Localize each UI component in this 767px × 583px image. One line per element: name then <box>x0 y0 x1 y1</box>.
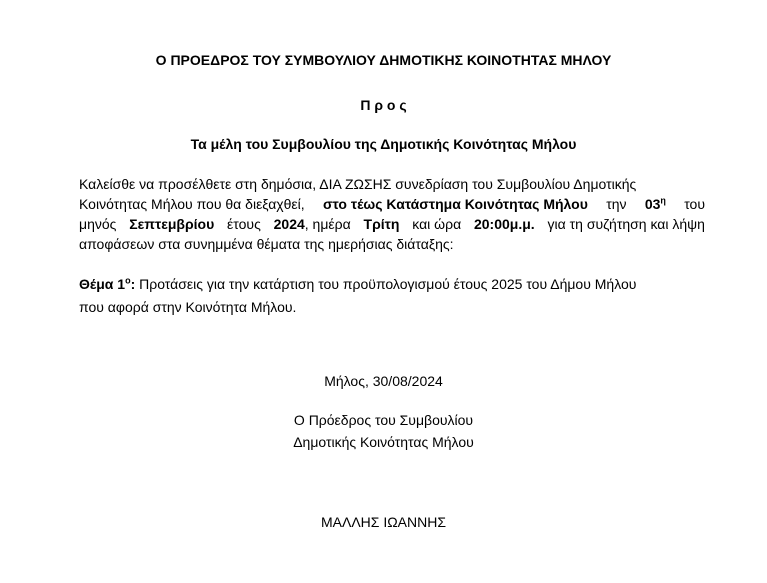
meeting-year: 2024 <box>273 216 305 232</box>
meeting-month: Σεπτεμβρίου <box>129 216 215 232</box>
invitation-text: την <box>606 196 627 212</box>
invitation-text: αποφάσεων στα συνημμένα θέματα της ημερήσιας διάταξης: <box>79 236 454 252</box>
signer-title-1: Ο Πρόεδρος του Συμβουλίου <box>293 412 474 428</box>
topic-line-2: που αφορά στην Κοινότητα Μήλου. <box>79 299 297 315</box>
invitation-text: και ώρα <box>412 216 462 232</box>
signer-name: ΜΑΛΛΗΣ ΙΩΑΝΝΗΣ <box>320 514 447 530</box>
invitation-line-3 <box>79 214 705 234</box>
invitation-text: έτους <box>227 216 261 232</box>
invitation-line-2 <box>79 194 705 214</box>
topic-text: Προτάσεις για την κατάρτιση του προϋπολογισμού έτους 2025 του Δήμου Μήλου <box>139 276 637 292</box>
invitation-line-4 <box>79 234 705 254</box>
invitation-text: μηνός <box>79 216 117 232</box>
topic-line-1 <box>79 276 636 292</box>
recipients-line: Τα μέλη του Συμβουλίου της Δημοτικής Κοινότητας Μήλου <box>190 136 577 152</box>
meeting-day: $03^\eta$ <box>644 195 666 212</box>
invitation-text: του <box>684 196 705 212</box>
meeting-venue: στο τέως Κατάστημα Κοινότητας Μήλου <box>322 196 588 212</box>
invitation-text: Κοινότητας Μήλου που θα διεξαχθεί, <box>79 196 305 212</box>
to-heading: Π ρ ο ς <box>360 97 407 113</box>
invitation-paragraph <box>79 174 705 254</box>
topic-label: Θέμα $1^o$: <box>79 275 136 292</box>
meeting-time: 20:00μ.μ. <box>473 216 535 232</box>
place-date: Μήλος, 30/08/2024 <box>324 373 443 389</box>
meeting-year-group: 2024, ημέρα <box>273 216 351 232</box>
invitation-text: Καλείσθε να προσέλθετε στη δημόσια, ΔΙΑ ΖΩΣΗΣ συνεδρίαση του Συμβουλίου Δημοτικής <box>79 176 637 192</box>
signer-title-2: Δημοτικής Κοινότητας Μήλου <box>293 434 474 450</box>
meeting-weekday: Τρίτη <box>363 216 400 232</box>
document-title: Ο ΠΡΟΕΔΡΟΣ ΤΟΥ ΣΥΜΒΟΥΛΙΟΥ ΔΗΜΟΤΙΚΗΣ ΚΟΙΝΟΤΗΤΑΣ ΜΗΛΟΥ <box>155 52 612 68</box>
invitation-text: για τη συζήτηση και λήψη <box>547 216 705 232</box>
invitation-line-1 <box>79 174 705 194</box>
